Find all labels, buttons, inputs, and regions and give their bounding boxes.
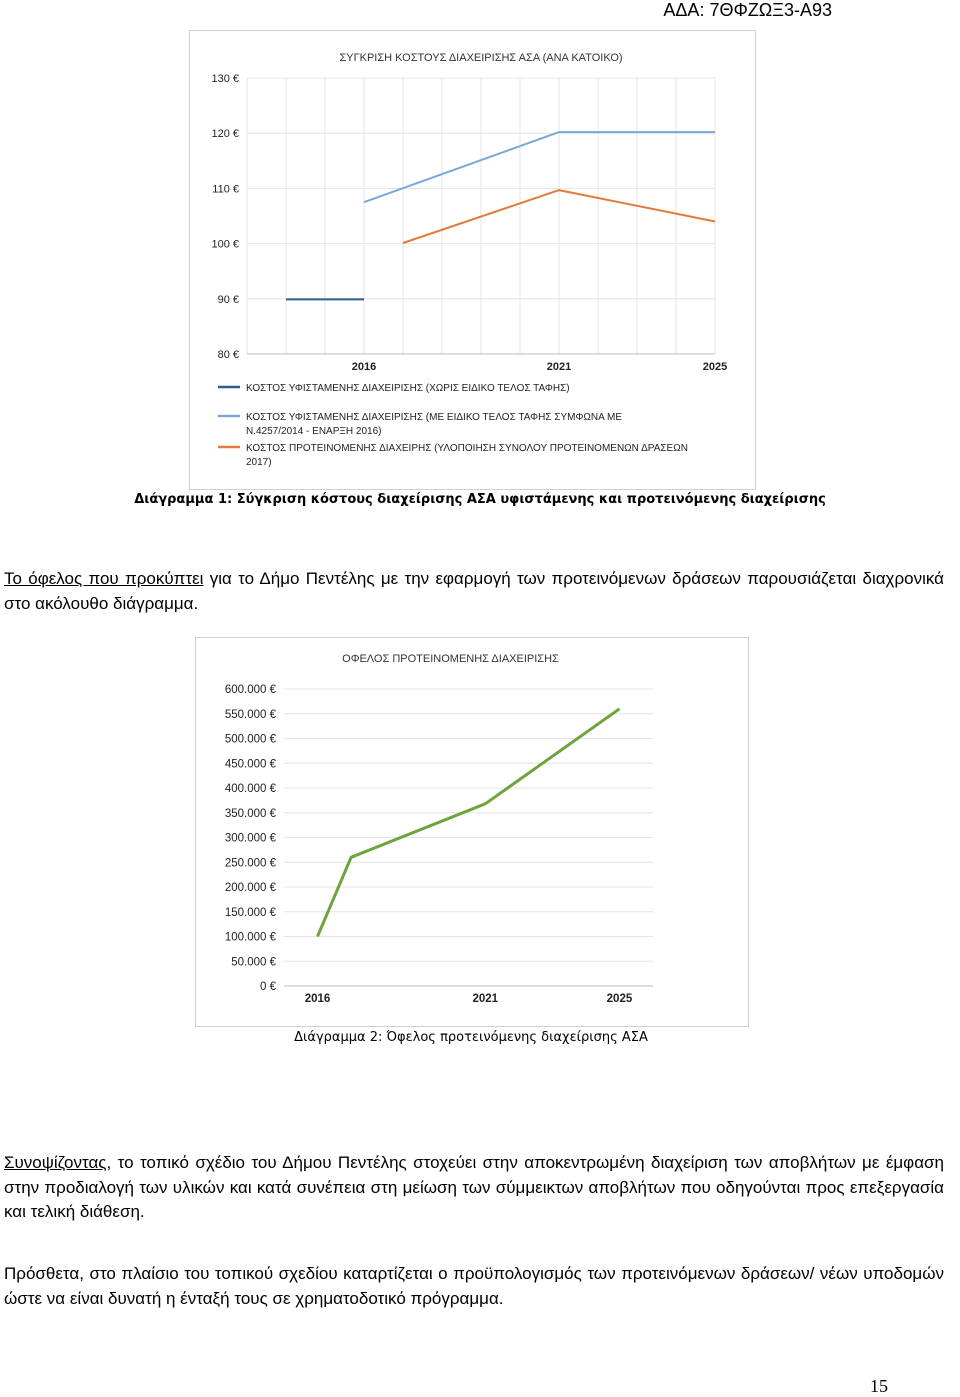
x-tick-label: 2016 [304,993,331,1005]
y-tick-label: 90 € [217,293,239,306]
paragraph-summary-underlined: Συνοψίζοντας [4,1153,107,1172]
y-tick-label: 50.000 € [231,956,276,969]
paragraph-benefit-underlined: Το όφελος που προκύπτει [4,569,204,588]
legend-label-2: Ν.4257/2014 - ΕΝΑΡΞΗ 2016) [246,426,382,437]
chart-title: ΟΦΕΛΟΣ ΠΡΟΤΕΙΝΟΜΕΝΗΣ ΔΙΑΧΕΙΡΙΣΗΣ [342,653,559,665]
page-number: 15 [870,1376,888,1396]
chart1-caption: Διάγραμμα 1: Σύγκριση κόστους διαχείρισης ΑΣΑ υφιστάμενης και προτεινόμενης διαχείρισης [134,492,826,507]
y-tick-label: 300.000 € [224,832,276,845]
legend-label-1: ΚΟΣΤΟΣ ΥΦΙΣΤΑΜΕΝΗΣ ΔΙΑΧΕΙΡΙΣΗΣ (ΧΩΡΙΣ ΕΙΔΙΚΟ ΤΕΛΟΣ ΤΑΦΗΣ) [246,383,570,394]
y-tick-label: 80 € [217,349,239,361]
document-ada-code: ΑΔΑ: 7ΘΦΖΩΞ3-Α93 [663,0,832,20]
y-tick-label: 0 € [260,981,276,993]
y-tick-label: 400.000 € [224,783,276,795]
chart2-caption: Διάγραμμα 2: Όφελος προτεινόμενης διαχείρισης ΑΣΑ [294,1030,648,1045]
chart-cost-comparison-svg [190,31,755,489]
y-tick-label: 120 € [211,128,239,141]
y-tick-label: 550.000 € [224,708,276,721]
x-tick-label: 2016 [351,361,377,373]
legend-label-3: ΚΟΣΤΟΣ ΠΡΟΤΕΙΝΟΜΕΝΗΣ ΔΙΑΧΕΙΡΗΣ (ΥΛΟΠΟΙΗΣΗ ΣΥΝΟΛΟΥ ΠΡΟΤΕΙΝΟΜΕΝΩΝ ΔΡΑΣΕΩΝ [246,443,688,454]
y-tick-label: 150.000 € [224,906,276,919]
paragraph-summary-text: , το τοπικό σχέδιο του Δήμου Πεντέλης στοχεύει στην αποκεντρωμένη διαχείριση των αποβλήτων με έμφαση στην προδιαλογή των υλικών και κατά συνέπεια στη μείωση των σύμμεικτων αποβλήτων που οδηγούνται προς επεξεργασία και τελική διάθεση. [4,1153,944,1221]
y-tick-label: 100 € [211,238,239,251]
x-tick-label: 2025 [702,361,728,373]
y-tick-label: 250.000 € [224,857,276,870]
y-tick-label: 130 € [211,73,239,85]
chart-title: ΣΥΓΚΡΙΣΗ ΚΟΣΤΟΥΣ ΔΙΑΧΕΙΡΙΣΗΣ ΑΣΑ (ΑΝΑ ΚΑΤΟΙΚΟ) [339,52,623,64]
paragraph-budget: Πρόσθετα, στο πλαίσιο του τοπικού σχεδίου καταρτίζεται ο προϋπολογισμός των προτεινόμενων δράσεων/ νέων υποδομών ώστε να είναι δυνατή η ένταξή τους σε χρηματοδοτικό πρόγραμμα. [4,1264,944,1308]
paragraph-summary [4,1151,944,1225]
y-tick-label: 200.000 € [224,882,276,894]
y-tick-label: 500.000 € [224,733,276,746]
chart-benefit [195,637,749,1027]
y-tick-label: 350.000 € [224,807,276,820]
paragraph-benefit-text: για το Δήμο Πεντέλης με την εφαρμογή των προτεινόμενων δράσεων παρουσιάζεται διαχρονικά στο ακόλουθο διάγραμμα. [4,569,945,613]
x-tick-label: 2021 [546,361,572,373]
chart-benefit-svg [196,638,748,1026]
y-tick-label: 600.000 € [224,684,276,696]
paragraph-benefit-intro [4,567,944,616]
legend-label-2: ΚΟΣΤΟΣ ΥΦΙΣΤΑΜΕΝΗΣ ΔΙΑΧΕΙΡΙΣΗΣ (ΜΕ ΕΙΔΙΚΟ ΤΕΛΟΣ ΤΑΦΗΣ ΣΥΜΦΩΝΑ ΜΕ [246,412,623,423]
series-line-1 [318,709,620,937]
chart-cost-comparison [189,30,756,490]
y-tick-label: 110 € [212,183,239,196]
legend-label-3: 2017) [246,457,272,468]
y-tick-label: 450.000 € [224,758,276,771]
y-tick-label: 100.000 € [224,931,276,944]
x-tick-label: 2021 [472,993,499,1005]
series-line-2 [364,132,715,202]
x-tick-label: 2025 [606,993,633,1005]
